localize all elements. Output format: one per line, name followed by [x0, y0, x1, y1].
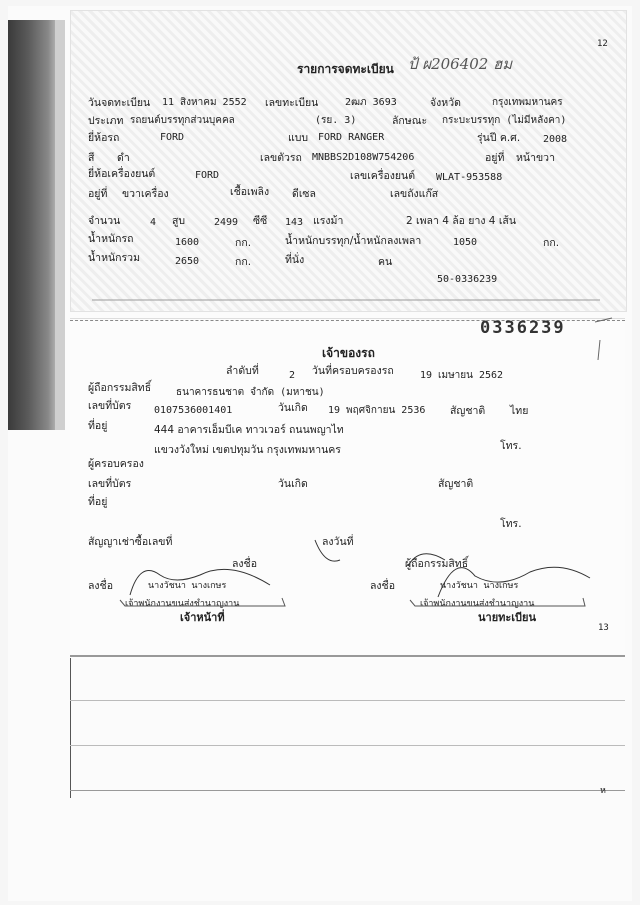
owner-label: ผู้ถือกรรมสิทธิ์ [88, 382, 152, 394]
registrar-title: เจ้าพนักงานขนส่งชำนาญงาน [420, 599, 535, 609]
seat-unit: คน [378, 256, 393, 268]
order-label: ลำดับที่ [226, 365, 259, 377]
officer-title: เจ้าพนักงานขนส่งชำนาญงาน [125, 599, 240, 609]
qty-label: จำนวน [88, 215, 121, 227]
reg-date-value: 11 สิงหาคม 2552 [162, 97, 247, 108]
weight-value: 1600 [175, 237, 200, 248]
engine-loc-value: ขวาเครื่อง [122, 188, 169, 200]
load-value: 1050 [453, 237, 478, 248]
brand-label: ยี่ห้อรถ [88, 132, 120, 144]
nationality-value: ไทย [510, 405, 529, 417]
fuel-value: ดีเซล [292, 188, 316, 200]
chassis-loc-label: อยู่ที่ [485, 152, 505, 164]
dob-label: วันเกิด [278, 402, 308, 414]
address-line1: 444 อาคารเอ็มบีเค ทาวเวอร์ ถนนพญาไท [154, 424, 344, 436]
sign-label-upper: ลงชื่อ [232, 558, 257, 570]
axle-value: 2 เพลา 4 ล้อ ยาง 4 เส้น [406, 215, 516, 227]
owner-title: เจ้าของรถ [322, 346, 375, 360]
color-label: สี [88, 152, 95, 164]
holder-dob-label: วันเกิด [278, 478, 308, 490]
sign-owner-label: ผู้ถือกรรมสิทธิ์ [405, 558, 469, 570]
owner-signature [408, 554, 445, 566]
total-weight-label: น้ำหนักรวม [88, 252, 140, 264]
reg-no-label: เลขทะเบียน [265, 97, 319, 109]
reg-date-label: วันจดทะเบียน [88, 97, 151, 109]
possess-date-value: 19 เมษายน 2562 [420, 370, 504, 381]
cc-unit: ซีซี [253, 215, 268, 227]
total-weight-unit: กก. [235, 256, 252, 268]
color-value: ดำ [117, 152, 130, 164]
weight-unit: กก. [235, 237, 252, 249]
engine-no-label: เลขเครื่องยนต์ [350, 170, 416, 182]
engine-brand-label: ยี่ห้อเครื่องยนต์ [88, 168, 156, 180]
model-value: FORD RANGER [318, 132, 385, 143]
fuel-label: เชื้อเพลิง [230, 186, 270, 198]
holder-address-label: ที่อยู่ [88, 496, 108, 508]
chassis-label: เลขตัวรถ [260, 152, 302, 164]
serial-number: 0336239 [480, 318, 566, 338]
sign-label-registrar: ลงชื่อ [370, 580, 395, 592]
owner-name: ธนาคารธนชาต จำกัด (มหาชน) [176, 387, 325, 398]
type-value: รถยนต์บรรทุกส่วนบุคคล [130, 115, 235, 126]
order-value: 2 [289, 370, 296, 381]
model-label: แบบ [288, 132, 309, 144]
id-label: เลขที่บัตร [88, 400, 132, 412]
cylinders-unit: สูบ [172, 215, 186, 227]
hp-value: 143 [285, 217, 304, 228]
load-label: น้ำหนักบรรทุก/น้ำหนักลงเพลา [285, 235, 422, 247]
engine-brand-value: FORD [195, 170, 220, 181]
officer-name: นางวัชนา นางเกษร [148, 581, 227, 591]
document-number: 50-0336239 [437, 274, 498, 285]
serial-mark [598, 340, 600, 360]
feature-value: กระบะบรรทุก (ไม่มีหลังคา) [442, 115, 567, 126]
weight-label: น้ำหนักรถ [88, 233, 134, 245]
id-value: 0107536001401 [154, 405, 233, 416]
address-label: ที่อยู่ [88, 420, 108, 432]
chassis-loc-value: หน้าขวา [516, 152, 555, 164]
contract-mark [315, 540, 340, 561]
hp-unit: แรงม้า [313, 215, 344, 227]
holder-tel-label: โทร. [500, 518, 522, 530]
page-number-bottom: 13 [598, 623, 609, 633]
page-number-top: 12 [597, 39, 608, 49]
sign-label-officer: ลงชื่อ [88, 580, 113, 592]
nationality-label: สัญชาติ [450, 405, 486, 417]
year-label: รุ่นปี ค.ศ. [477, 132, 521, 144]
officer-role: เจ้าหน้าที่ [180, 611, 225, 624]
dob-value: 19 พฤศจิกายน 2536 [328, 405, 426, 416]
contract-label: สัญญาเช่าซื้อเลขที่ [88, 536, 173, 548]
total-weight-value: 2650 [175, 256, 200, 267]
registrar-signature [438, 567, 590, 597]
registrar-name: นางวัชนา นางเกษร [440, 581, 519, 591]
type-label: ประเภท [88, 115, 124, 127]
holder-label: ผู้ครอบครอง [88, 458, 144, 470]
type-code: (รย. 3) [315, 115, 357, 126]
cc-value: 2499 [214, 217, 239, 228]
province-value: กรุงเทพมหานคร [492, 97, 563, 108]
brand-value: FORD [160, 132, 185, 143]
feature-label: ลักษณะ [392, 115, 428, 127]
contract-date-label: ลงวันที่ [322, 536, 354, 548]
cylinders-value: 4 [150, 217, 157, 228]
province-label: จังหวัด [430, 97, 461, 109]
seat-label: ที่นั่ง [285, 254, 305, 266]
handwritten-number: ป้ ผ206402 ฮม [408, 55, 513, 73]
serial-tick [595, 318, 612, 322]
officer-bracket [120, 598, 285, 606]
reg-no-value: 2ฒภ 3693 [345, 97, 397, 108]
holder-nationality-label: สัญชาติ [438, 478, 474, 490]
address-line2: แขวงวังใหม่ เขตปทุมวัน กรุงเทพมหานคร [154, 444, 341, 456]
tel-label: โทร. [500, 440, 522, 452]
gas-tank-label: เลขถังแก๊ส [390, 188, 439, 200]
registrar-bracket [410, 598, 585, 606]
possess-date-label: วันที่ครอบครองรถ [312, 365, 394, 377]
load-unit: กก. [543, 237, 560, 249]
chassis-value: MNBBS2D108W754206 [312, 152, 415, 163]
registration-title: รายการจดทะเบียน [297, 62, 394, 76]
year-value: 2008 [543, 134, 568, 145]
registrar-role: นายทะเบียน [478, 611, 537, 624]
engine-loc-label: อยู่ที่ [88, 188, 108, 200]
corner-mark: ห [600, 786, 606, 796]
engine-no-value: WLAT-953588 [436, 172, 503, 183]
officer-signature [130, 569, 270, 595]
holder-id-label: เลขที่บัตร [88, 478, 132, 490]
